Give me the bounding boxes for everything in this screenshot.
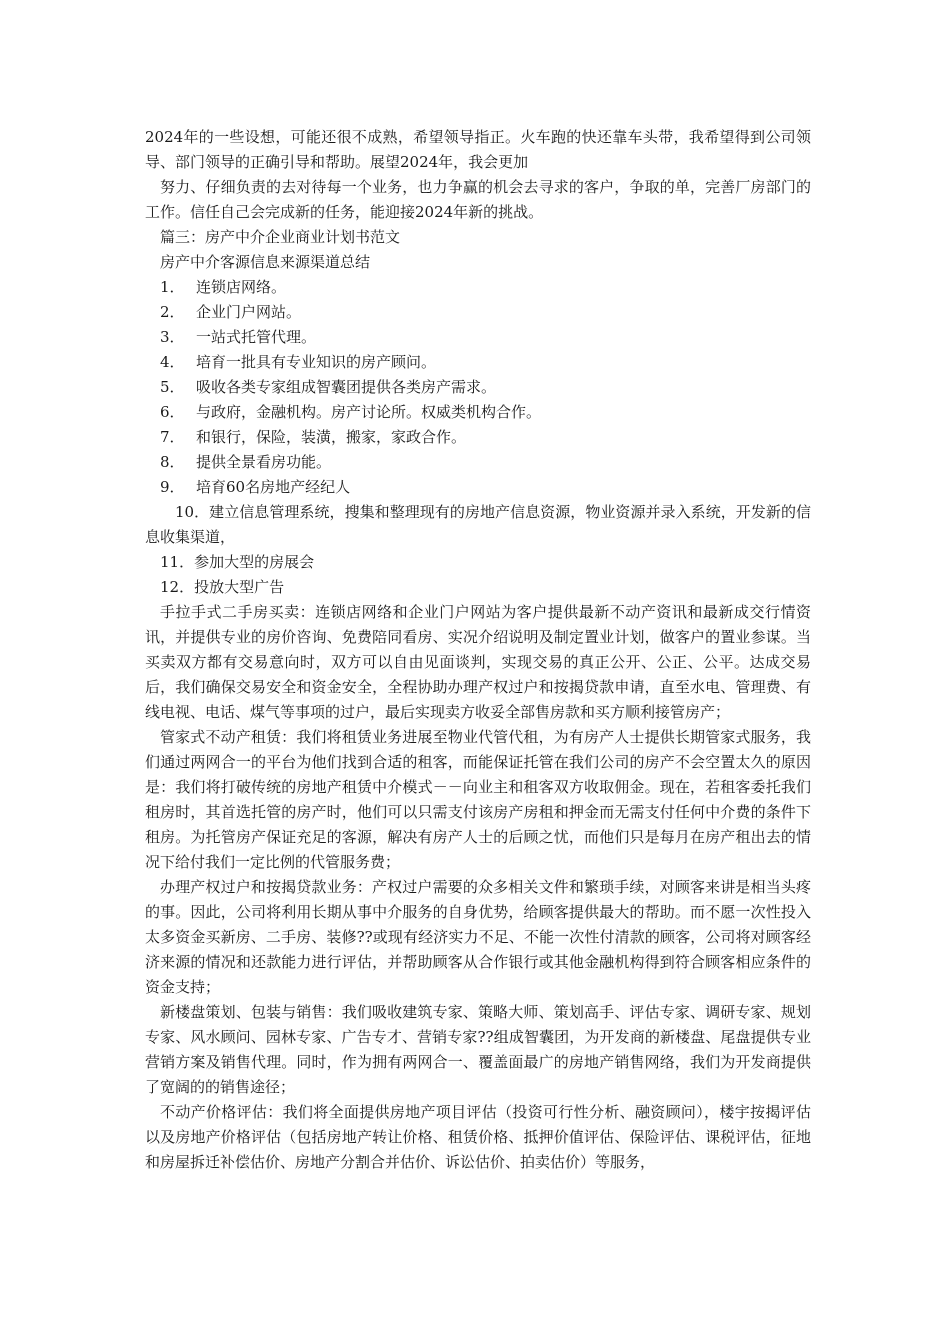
list-item-number: 7．: [160, 428, 185, 446]
list-item-text: 连锁店网络。: [196, 278, 287, 296]
list-item: [145, 475, 811, 500]
list-item: [145, 550, 811, 575]
list-item-text: 提供全景看房功能。: [196, 453, 332, 471]
list-item-number: 8．: [160, 453, 185, 471]
list-item-text: 一站式托管代理。: [196, 328, 317, 346]
list-item-text: 参加大型的房展会: [194, 553, 315, 571]
list-item: [145, 500, 811, 550]
list-item-number: 10．: [175, 503, 210, 521]
list-item-number: 12．: [160, 578, 195, 596]
list-item-number: 2．: [160, 303, 185, 321]
intro-paragraph-2: 努力、仔细负责的去对待每一个业务，也力争赢的机会去寻求的客户，争取的单，完善厂房部门的工作。信任自己会完成新的任务，能迎接2024年新的挑战。: [145, 178, 811, 221]
list-item: [145, 450, 811, 475]
list-item: [145, 350, 811, 375]
list-item-text: 与政府，金融机构。房产讨论所。权威类机构合作。: [196, 403, 542, 421]
paragraph-new-development-sales: 新楼盘策划、包装与销售：我们吸收建筑专家、策略大师、策划高手、评估专家、调研专家、规划专家、风水顾问、园林专家、广告专才、营销专家??组成智囊团，为开发商的新楼盘、尾盘提供专业营销方案及销售代理。同时，作为拥有两网合一、覆盖面最广的房地产销售网络，我们为开发商提供了宽阔的的销售途径；: [145, 1003, 811, 1096]
list-item: [145, 275, 811, 300]
channel-list: [145, 275, 811, 600]
paragraph-rental-management: 管家式不动产租赁：我们将租赁业务进展至物业代管代租，为有房产人士提供长期管家式服务，我们通过两网合一的平台为他们找到合适的租客，而能保证托管在我们公司的房产不会空置太久的原因是：我们将打破传统的房地产租赁中介模式－－向业主和租客双方收取佣金。现在，若租客委托我们租房时，其首选托管的房产时，他们可以只需支付该房产房租和押金而无需支付任何中介费的条件下租房。为托管房产保证充足的客源，解决有房产人士的后顾之忧，而他们只是每月在房产租出去的情况下给付我们一定比例的代管服务费；: [145, 728, 811, 871]
list-item: [145, 425, 811, 450]
list-item-number: 6．: [160, 403, 185, 421]
list-item: [145, 575, 811, 600]
paragraph-title-transfer-mortgage: 办理产权过户和按揭贷款业务：产权过户需要的众多相关文件和繁琐手续，对顾客来讲是相当头疼的事。因此，公司将利用长期从事中介服务的自身优势，给顾客提供最大的帮助。而不愿一次性投入太多资金买新房、二手房、装修??或现有经济实力不足、不能一次性付清款的顾客，公司将对顾客经济来源的情况和还款能力进行评估，并帮助顾客从合作银行或其他金融机构得到符合顾客相应条件的资金支持；: [145, 878, 811, 996]
section-title: 篇三：房产中介企业商业计划书范文: [160, 228, 401, 246]
list-item-number: 11．: [160, 553, 195, 571]
list-item: [145, 375, 811, 400]
list-item: [145, 325, 811, 350]
paragraph-property-valuation: 不动产价格评估：我们将全面提供房地产项目评估（投资可行性分析、融资顾问），楼宇按揭评估以及房地产价格评估（包括房地产转让价格、租赁价格、抵押价值评估、保险评估、课税评估，征地和房屋拆迁补偿估价、房地产分割合并估价、诉讼估价、拍卖估价）等服务，: [145, 1103, 811, 1171]
list-item-text: 和银行，保险，装潢，搬家，家政合作。: [196, 428, 467, 446]
list-item-number: 9．: [160, 478, 185, 496]
list-item-number: 4．: [160, 353, 185, 371]
list-item-number: 3．: [160, 328, 185, 346]
list-item-number: 1．: [160, 278, 185, 296]
intro-paragraph-1: 2024年的一些设想，可能还很不成熟，希望领导指正。火车跑的快还靠车头带，我希望得到公司领导、部门领导的正确引导和帮助。展望2024年，我会更加: [145, 128, 811, 171]
list-item-text: 培育一批具有专业知识的房产顾问。: [196, 353, 437, 371]
list-item: [145, 300, 811, 325]
list-item-text: 企业门户网站。: [196, 303, 302, 321]
list-item-text: 建立信息管理系统，搜集和整理现有的房地产信息资源，物业资源并录入系统，开发新的信息收集渠道，: [145, 503, 811, 546]
list-item: [145, 400, 811, 425]
list-item-text: 培育60名房地产经纪人: [196, 478, 351, 496]
paragraph-second-hand-sales: 手拉手式二手房买卖：连锁店网络和企业门户网站为客户提供最新不动产资讯和最新成交行情资讯，并提供专业的房价咨询、免费陪同看房、实况介绍说明及制定置业计划，做客户的置业参谋。当买卖双方都有交易意向时，双方可以自由见面谈判，实现交易的真正公开、公正、公平。达成交易后，我们确保交易安全和资金安全，全程协助办理产权过户和按揭贷款申请，直至水电、管理费、有线电视、电话、煤气等事项的过户，最后实现卖方收妥全部售房款和买方顺利接管房产；: [145, 603, 811, 721]
list-item-text: 投放大型广告: [194, 578, 285, 596]
subtitle: 房产中介客源信息来源渠道总结: [160, 253, 371, 271]
list-item-number: 5．: [160, 378, 185, 396]
document-page: [145, 125, 811, 1175]
list-item-text: 吸收各类专家组成智囊团提供各类房产需求。: [196, 378, 497, 396]
